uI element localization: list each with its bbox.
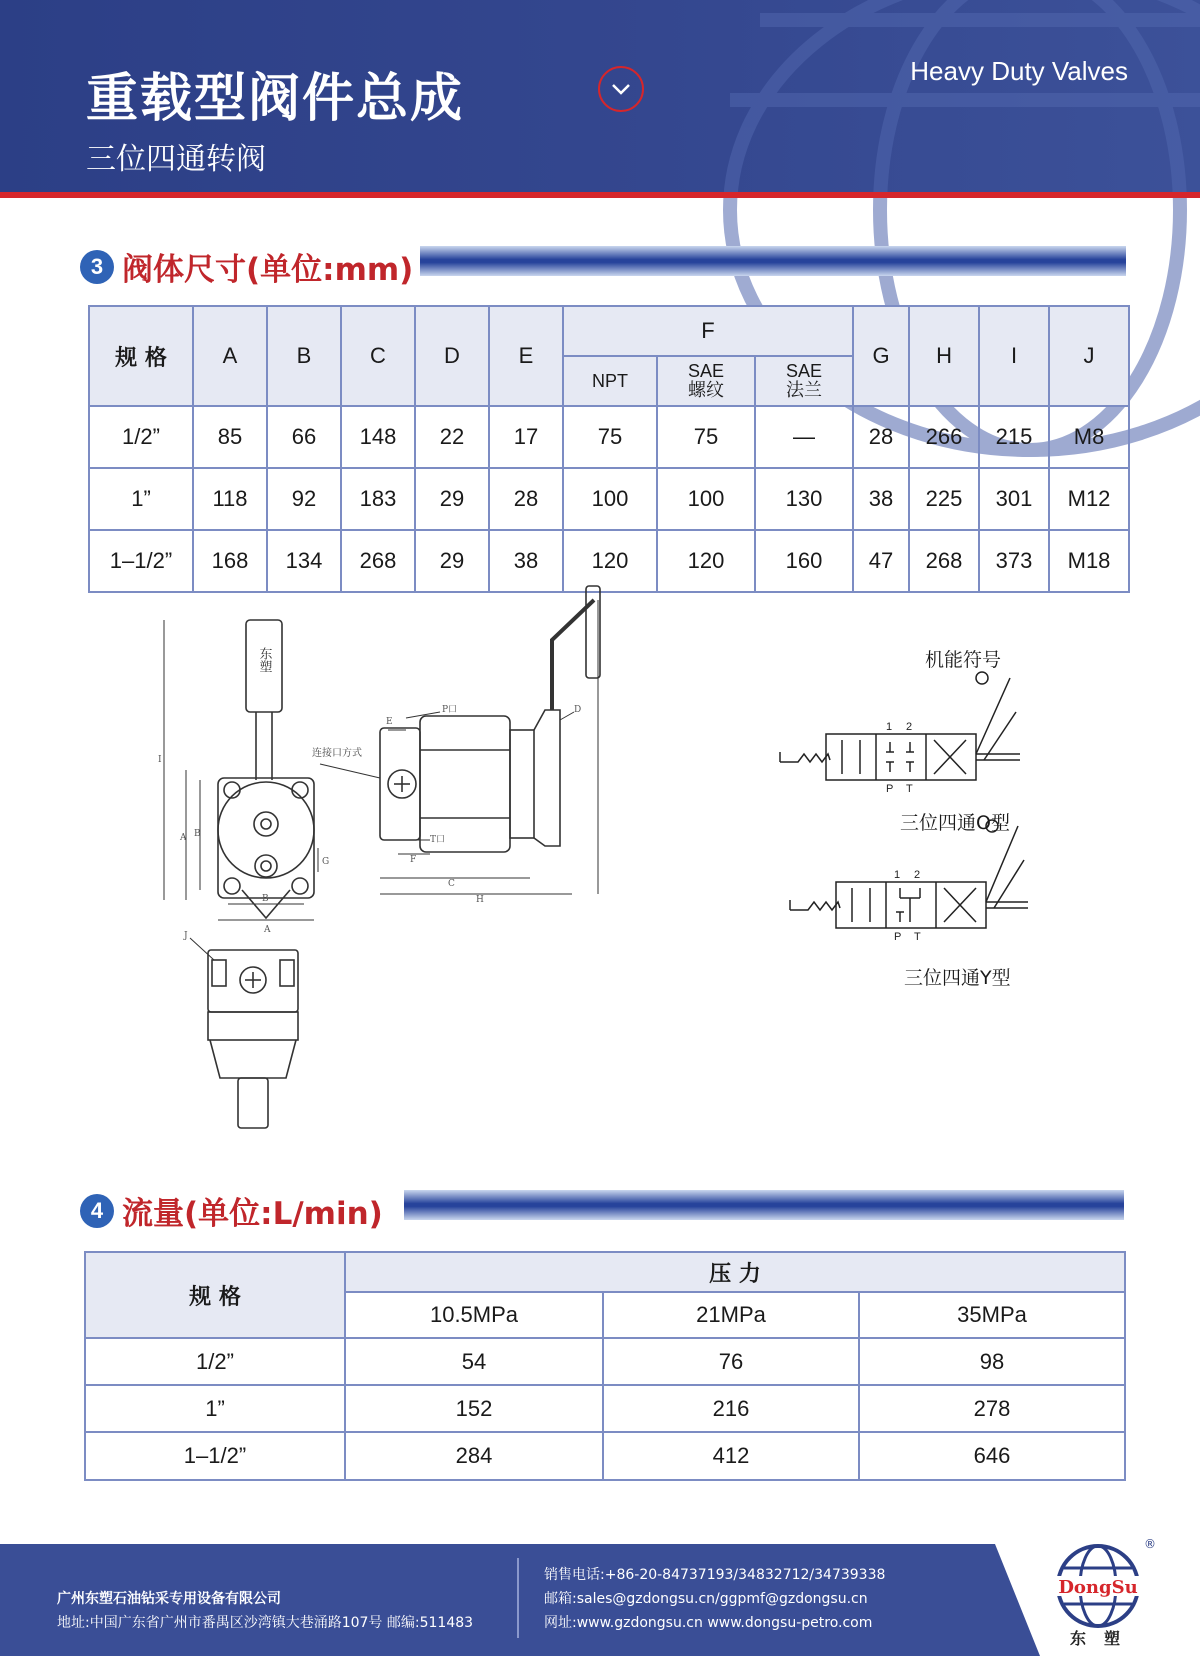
- spec-header: 规 格: [89, 306, 193, 406]
- dim-label-f: F: [410, 855, 417, 865]
- pressure-col-header: 21MPa: [603, 1292, 859, 1338]
- dim-label-d: D: [574, 705, 582, 715]
- col-header-h: H: [909, 306, 979, 406]
- table-row: [89, 406, 1129, 468]
- cell-spec: 1/2”: [85, 1338, 345, 1385]
- page-title: 重载型阀件总成: [86, 69, 465, 129]
- cell-spec: 1–1/2”: [89, 530, 193, 592]
- pressure-col-header: 35MPa: [859, 1292, 1125, 1338]
- english-title: Heavy Duty Valves: [910, 56, 1128, 86]
- col-header-a: A: [193, 306, 267, 406]
- port-t-label: T: [914, 931, 921, 943]
- handle-label: 东塑: [256, 647, 272, 673]
- cell: 225: [909, 468, 979, 530]
- p-port-label: P口: [442, 705, 458, 715]
- dim-label-c: C: [448, 879, 455, 889]
- cell: 268: [909, 530, 979, 592]
- col-header-e: E: [489, 306, 563, 406]
- registered-mark: ®: [1144, 1537, 1156, 1551]
- table-row: [89, 530, 1129, 592]
- col-header-b: B: [267, 306, 341, 406]
- port-2-label: 2: [914, 869, 921, 881]
- cell: 76: [603, 1338, 859, 1385]
- col-header-c: C: [341, 306, 415, 406]
- section-4-heading: [80, 1188, 383, 1233]
- cell: 160: [755, 530, 853, 592]
- cell: 85: [193, 406, 267, 468]
- page-header: [0, 0, 1200, 192]
- section-number-badge: 4: [80, 1194, 114, 1228]
- cell: 98: [859, 1338, 1125, 1385]
- cell: 17: [489, 406, 563, 468]
- cell: 100: [563, 468, 657, 530]
- cell: 266: [909, 406, 979, 468]
- spec-header: 规 格: [85, 1252, 345, 1338]
- email-contact[interactable]: 邮箱:sales@gzdongsu.cn/ggpmf@gzdongsu.cn: [544, 1591, 868, 1607]
- logo-text: DongSu: [1058, 1577, 1138, 1598]
- cell: —: [755, 406, 853, 468]
- dim-label-a-bottom: A: [264, 925, 271, 935]
- cell: 168: [193, 530, 267, 592]
- dim-label-e: E: [386, 717, 393, 727]
- company-name: 广州东塑石油钻采专用设备有限公司: [57, 1591, 281, 1607]
- table-row: [85, 1385, 1125, 1432]
- connect-method-label: 连接口方式: [312, 748, 362, 759]
- cell-spec: 1”: [89, 468, 193, 530]
- cell: 373: [979, 530, 1049, 592]
- o-type-label: 三位四通O型: [900, 812, 1010, 834]
- cell: 284: [345, 1432, 603, 1480]
- cell: 130: [755, 468, 853, 530]
- flow-table: [84, 1251, 1126, 1481]
- cell: 118: [193, 468, 267, 530]
- cell: M12: [1049, 468, 1129, 530]
- col-header-g: G: [853, 306, 909, 406]
- section-title: 阀体尺寸(单位:mm): [122, 252, 414, 288]
- table-row: [85, 1338, 1125, 1385]
- cell: 100: [657, 468, 755, 530]
- cell-spec: 1–1/2”: [85, 1432, 345, 1480]
- cell: 38: [489, 530, 563, 592]
- y-type-label: 三位四通Y型: [904, 967, 1011, 989]
- dongsu-logo-icon: [1052, 1536, 1156, 1636]
- col-header-f-sae-thread: SAE 螺纹: [657, 356, 755, 406]
- footer-divider: [517, 1558, 519, 1638]
- cell: M8: [1049, 406, 1129, 468]
- cell: 75: [563, 406, 657, 468]
- table-row: [89, 468, 1129, 530]
- dim-label-b-bottom: B: [262, 894, 269, 904]
- sales-phone: 销售电话:+86-20-84737193/34832712/34739338: [544, 1567, 886, 1583]
- col-header-f-sae-flange: SAE 法兰: [755, 356, 853, 406]
- cell: 120: [563, 530, 657, 592]
- symbols-title: 机能符号: [925, 649, 1002, 671]
- dim-label-i: I: [158, 755, 162, 765]
- section-3-heading: [80, 244, 413, 289]
- cell: 38: [853, 468, 909, 530]
- cell-spec: 1”: [85, 1385, 345, 1432]
- port-t-label: T: [906, 783, 913, 795]
- cell: 75: [657, 406, 755, 468]
- section-title: 流量(单位:L/min): [122, 1196, 383, 1232]
- company-address: 地址:中国广东省广州市番禺区沙湾镇大巷涌路107号 邮编:511483: [57, 1615, 474, 1631]
- cell: 120: [657, 530, 755, 592]
- dim-label-j: J: [184, 931, 188, 941]
- cell: 183: [341, 468, 415, 530]
- dim-label-b: B: [194, 829, 201, 839]
- header-divider: [0, 192, 1200, 198]
- page-subtitle: 三位四通转阀: [86, 142, 266, 177]
- cell: 92: [267, 468, 341, 530]
- cell-spec: 1/2”: [89, 406, 193, 468]
- cell: M18: [1049, 530, 1129, 592]
- globe-watermark-icon: [600, 0, 1200, 192]
- cell: 216: [603, 1385, 859, 1432]
- dim-label-a: A: [180, 833, 187, 843]
- section-bar: [420, 246, 1126, 276]
- cell: 22: [415, 406, 489, 468]
- cell: 134: [267, 530, 341, 592]
- dim-label-g: G: [322, 857, 330, 867]
- cell: 152: [345, 1385, 603, 1432]
- dimensions-table: [88, 305, 1130, 593]
- chevron-down-icon: [598, 66, 644, 112]
- col-header-i: I: [979, 306, 1049, 406]
- cell: 148: [341, 406, 415, 468]
- cell: 29: [415, 468, 489, 530]
- cell: 28: [853, 406, 909, 468]
- cell: 47: [853, 530, 909, 592]
- valve-technical-drawing: [140, 600, 620, 1160]
- cell: 301: [979, 468, 1049, 530]
- section-number-badge: 3: [80, 250, 114, 284]
- port-p-label: P: [894, 931, 902, 943]
- cell: 54: [345, 1338, 603, 1385]
- section-bar: [404, 1190, 1124, 1220]
- cell: 268: [341, 530, 415, 592]
- cell: 646: [859, 1432, 1125, 1480]
- cell: 66: [267, 406, 341, 468]
- pressure-header: 压 力: [345, 1252, 1125, 1292]
- t-port-label: T口: [430, 835, 446, 845]
- cell: 29: [415, 530, 489, 592]
- port-1-label: 1: [894, 869, 901, 881]
- logo-chinese-name: 东塑: [1070, 1629, 1139, 1648]
- col-header-d: D: [415, 306, 489, 406]
- pressure-col-header: 10.5MPa: [345, 1292, 603, 1338]
- dim-label-h: H: [476, 895, 484, 905]
- cell: 412: [603, 1432, 859, 1480]
- table-row: [85, 1432, 1125, 1480]
- cell: 215: [979, 406, 1049, 468]
- port-1-label: 1: [886, 721, 893, 733]
- cell: 28: [489, 468, 563, 530]
- port-2-label: 2: [906, 721, 913, 733]
- port-p-label: P: [886, 783, 894, 795]
- col-header-f: F: [563, 306, 853, 356]
- website-links[interactable]: 网址:www.gzdongsu.cn www.dongsu-petro.com: [544, 1615, 873, 1631]
- col-header-f-npt: NPT: [563, 356, 657, 406]
- cell: 278: [859, 1385, 1125, 1432]
- page-footer: [0, 1544, 1200, 1656]
- col-header-j: J: [1049, 306, 1129, 406]
